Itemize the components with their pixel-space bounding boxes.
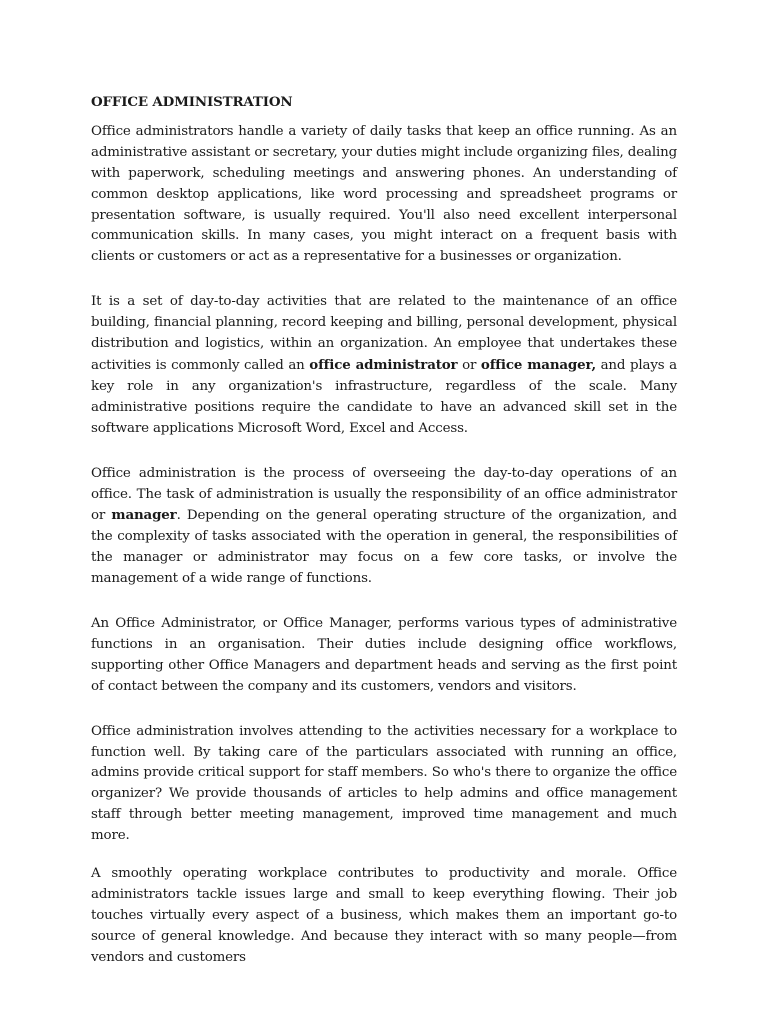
paragraph-3 bbox=[91, 464, 677, 590]
paragraph-2-text-c: or bbox=[457, 357, 481, 373]
paragraph-3-text-a: Office administration is the process of overseeing the day-to-day operations of an office. The task of administration is usually the responsibility of an office administrator or bbox=[91, 465, 677, 524]
document-title: OFFICE ADMINISTRATION bbox=[91, 94, 293, 110]
bold-office-administrator: office administrator bbox=[309, 356, 458, 373]
document-page bbox=[91, 92, 677, 969]
paragraph-2-text-d: and plays a key role in any organization's infrastructure, regardless of the scale. Many administrative positions require the candidate to have an advanced skill set in the software applications Microsoft Word, Excel and Access. bbox=[91, 357, 677, 436]
paragraph-3-text-c: . Depending on the general operating structure of the organization, and the complexity of tasks associated with the operation in general, the responsibilities of the manager or administrator may focus on a few core tasks, or involve the management of a wide range of functions. bbox=[91, 508, 677, 587]
bold-manager: manager bbox=[111, 507, 177, 524]
paragraph-6: A smoothly operating workplace contributes to productivity and morale. Office administrators tackle issues large and small to keep everything flowing. Their job touches virtually every aspect of a business, which makes them an important go-to source of general knowledge. And because they interact with so many people—from vendors and customers bbox=[91, 866, 677, 965]
bold-office-manager: office manager, bbox=[480, 356, 596, 373]
paragraph-2-text-a: It is a set of day-to-day activities that are related to the maintenance of an office building, financial planning, record keeping and billing, personal development, physical distribution and logistics, within an organization. An employee that undertakes these activities is commonly called an bbox=[91, 294, 677, 373]
paragraph-4: An Office Administrator, or Office Manager, performs various types of administrative functions in an organisation. Their duties include designing office workflows, supporting other Office Managers and department heads and serving as the first point of contact between the company and its customers, vendors and visitors. bbox=[91, 616, 677, 694]
paragraph-1: Office administrators handle a variety of daily tasks that keep an office running. As an administrative assistant or secretary, your duties might include organizing files, dealing with paperwork, scheduling meetings and answering phones. An understanding of common desktop applications, like word processing and spreadsheet programs or presentation software, is usually required. You'll also need excellent interpersonal communication skills. In many cases, you might interact on a frequent basis with clients or customers or act as a representative for a businesses or organization. bbox=[91, 123, 677, 265]
paragraph-2 bbox=[91, 292, 677, 439]
paragraph-5: Office administration involves attending to the activities necessary for a workplace to function well. By taking care of the particulars associated with running an office, admins provide critical support for staff members. So who's there to organize the office organizer? We provide thousands of articles to help admins and office management staff through better meeting management, improved time management and much more. bbox=[91, 723, 677, 844]
